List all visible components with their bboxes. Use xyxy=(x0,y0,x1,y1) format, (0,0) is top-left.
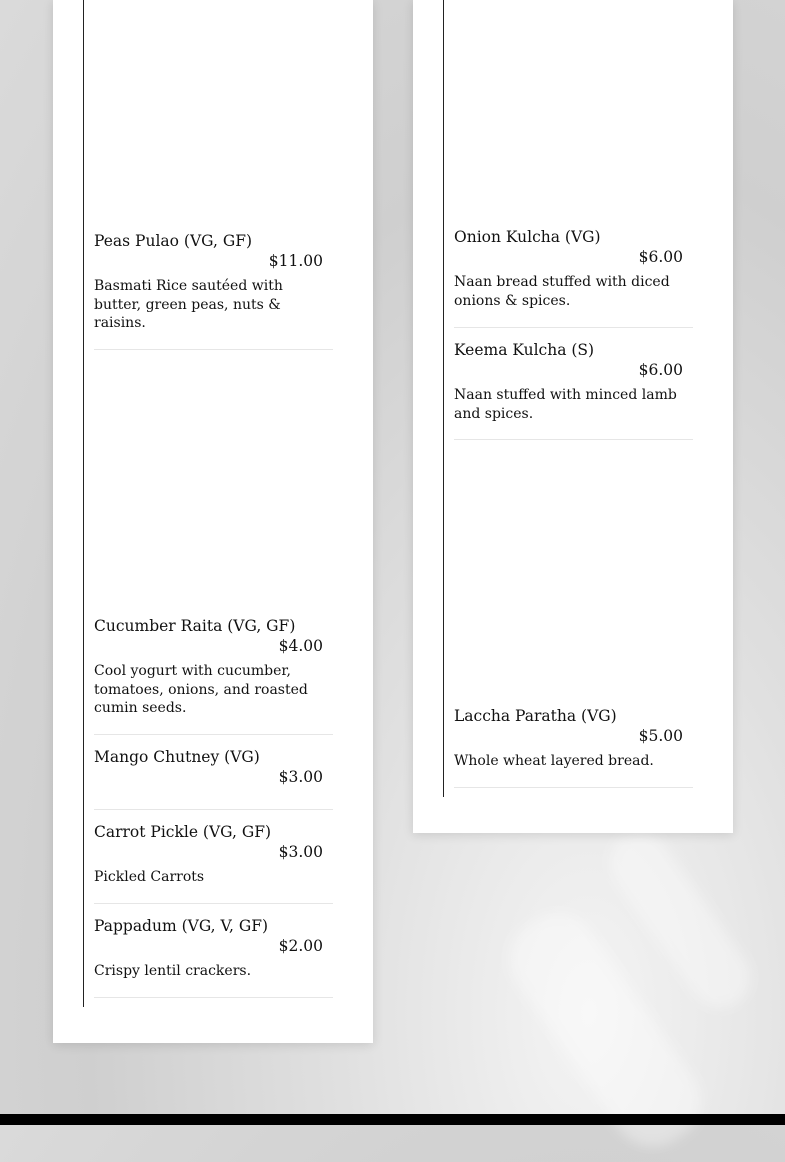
item-description: Basmati Rice sautéed with butter, green peas, nuts & raisins. xyxy=(94,278,283,331)
item-price: $3.00 xyxy=(278,843,323,861)
item-price: $3.00 xyxy=(278,768,323,786)
item-separator xyxy=(94,734,333,735)
bottom-bar xyxy=(0,1114,785,1125)
item-description: Cool yogurt with cucumber, tomatoes, onions, and roasted cumin seeds. xyxy=(94,663,308,716)
vertical-divider xyxy=(443,0,444,797)
item-name: Laccha Paratha (VG) xyxy=(454,707,617,725)
item-description: Pickled Carrots xyxy=(94,869,205,885)
item-description: Naan stuffed with minced lamb and spices. xyxy=(454,387,677,422)
item-price: $2.00 xyxy=(278,937,323,955)
item-price: $4.00 xyxy=(278,637,323,655)
item-separator xyxy=(454,327,693,328)
item-description: Naan bread stuffed with diced onions & spices. xyxy=(454,274,670,309)
menu-item xyxy=(454,706,693,771)
item-separator xyxy=(94,903,333,904)
item-name: Onion Kulcha (VG) xyxy=(454,228,601,246)
item-price: $11.00 xyxy=(268,252,323,270)
item-separator xyxy=(94,997,333,998)
item-price: $6.00 xyxy=(638,361,683,379)
item-name: Carrot Pickle (VG, GF) xyxy=(94,823,272,841)
item-separator xyxy=(94,349,333,350)
item-separator xyxy=(94,809,333,810)
menu-card-right xyxy=(413,0,733,833)
item-price: $6.00 xyxy=(638,248,683,266)
menu-item xyxy=(94,747,333,787)
item-name: Peas Pulao (VG, GF) xyxy=(94,232,253,250)
item-separator xyxy=(454,787,693,788)
item-separator xyxy=(454,439,693,440)
item-price: $5.00 xyxy=(638,727,683,745)
menu-item xyxy=(454,227,693,310)
menu-card-left xyxy=(53,0,373,1043)
item-name: Keema Kulcha (S) xyxy=(454,341,595,359)
menu-item xyxy=(94,916,333,981)
menu-item xyxy=(94,616,333,718)
item-description: Whole wheat layered bread. xyxy=(454,753,654,769)
item-name: Pappadum (VG, V, GF) xyxy=(94,917,269,935)
vertical-divider xyxy=(83,0,84,1007)
menu-item xyxy=(94,822,333,887)
item-name: Cucumber Raita (VG, GF) xyxy=(94,617,296,635)
menu-item xyxy=(94,231,333,333)
item-description: Crispy lentil crackers. xyxy=(94,963,252,979)
item-name: Mango Chutney (VG) xyxy=(94,748,260,766)
menu-item xyxy=(454,340,693,423)
